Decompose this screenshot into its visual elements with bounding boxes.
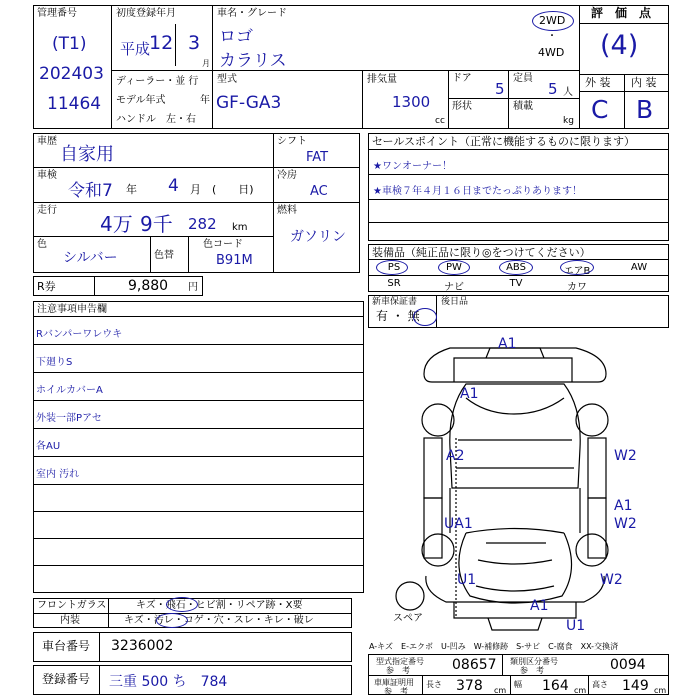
- first-reg-month-unit: 月: [202, 59, 210, 68]
- damage-front-left-fender: A1: [460, 386, 479, 402]
- height-unit: cm: [654, 686, 667, 695]
- recycle-label: R券: [37, 280, 56, 293]
- displacement-unit: cc: [435, 116, 445, 126]
- damage-legend: A-キズ E-エクボ U-凹み W-補修跡 S-サビ C-腐食 XX-交換済: [369, 642, 619, 651]
- door-value: 5: [495, 80, 505, 98]
- note-1: Rバンパーワレウキ: [36, 329, 123, 340]
- model-spec-label: 型式指定番号: [376, 657, 424, 666]
- mileage-unit: km: [232, 222, 248, 233]
- damage-left-rear-door: UA1: [444, 516, 473, 532]
- equipment-abs: ABS: [506, 262, 526, 273]
- mgmt-code: (T1): [52, 34, 87, 54]
- handle-label: ハンドル 左・右: [116, 114, 196, 125]
- damage-front-bumper: A1: [498, 336, 517, 352]
- chassis-value: 3236002: [111, 638, 174, 654]
- length-unit: cm: [494, 686, 507, 695]
- cert-ref: 参 考: [384, 687, 408, 696]
- load-unit: kg: [563, 116, 574, 126]
- damage-right-rear-door-a1: A1: [614, 498, 633, 514]
- class-label: 類別区分番号: [510, 657, 558, 666]
- drive-4wd: 4WD: [538, 46, 565, 59]
- model-year-unit: 年: [200, 95, 210, 106]
- warranty-value: 有 ・ 無: [376, 309, 420, 323]
- capacity-label: 定員: [513, 73, 533, 84]
- displacement-label: 排気量: [367, 74, 397, 85]
- note-4: 外装一部Pアセ: [36, 413, 102, 424]
- ps-circle: [376, 260, 408, 275]
- damage-left-rear-quarter: U1: [457, 572, 477, 588]
- note-3: ホイルカバーA: [36, 385, 103, 396]
- equipment-tv: TV: [509, 278, 523, 289]
- mgmt-number-2: 11464: [47, 94, 102, 114]
- length-value: 378: [456, 678, 483, 694]
- exterior-label: 外 装: [585, 76, 611, 89]
- length-label: 長さ: [426, 680, 442, 689]
- spare-label: スペア: [393, 613, 423, 624]
- capacity-value: 5: [548, 80, 558, 98]
- sales-point-1: ★ワンオーナー！: [373, 161, 452, 172]
- registration-value: 三重 500 ち 784: [109, 674, 228, 690]
- recycle-box: [33, 276, 203, 296]
- equipment-ps: PS: [387, 262, 401, 273]
- equipment-sr: SR: [387, 278, 401, 289]
- first-reg-month: 3: [188, 32, 201, 54]
- height-value: 149: [622, 678, 649, 694]
- fuel-value: ガソリン: [290, 229, 346, 245]
- pw-circle: [438, 260, 470, 275]
- mileage-thousand: 9千: [140, 212, 173, 236]
- grade-label: 評 価 点: [591, 6, 652, 20]
- inspection-era: 令和7: [68, 181, 113, 201]
- class-ref: 参 考: [520, 666, 544, 675]
- type-value: GF-GA3: [216, 93, 282, 113]
- name-grade-label: 車名・グレード: [217, 8, 287, 19]
- cert-label: 車庫証明用: [374, 678, 414, 687]
- displacement-value: 1300: [392, 93, 431, 111]
- color-label: 色: [37, 239, 47, 250]
- color-change-label: 色替: [154, 250, 174, 261]
- sales-point-2: ★車検７年４月１６日までたっぷりあります！: [373, 186, 582, 197]
- inspection-year-unit: 年: [126, 183, 137, 196]
- front-glass-text: キズ・飛石・ヒビ割・リペア跡・X要: [136, 600, 303, 611]
- car-model-name: カラリス: [219, 51, 287, 71]
- car-damage-diagram: [366, 328, 670, 638]
- interior-label: 内 装: [631, 76, 657, 89]
- drive-separator: ・: [547, 31, 557, 42]
- shape-label: 形状: [452, 101, 472, 112]
- header-frame: [33, 5, 669, 129]
- note-6: 室内 汚れ: [36, 469, 80, 480]
- airbag-circle: [560, 260, 594, 275]
- grade-value: (4): [600, 30, 639, 61]
- aircon-value: AC: [310, 184, 328, 199]
- notes-title: 注意事項申告欄: [37, 304, 107, 315]
- damage-right-rear-door-w2: W2: [614, 516, 637, 532]
- front-glass-label: フロントガラス: [37, 600, 107, 611]
- first-reg-era: 平成: [120, 40, 151, 58]
- color-code-value: B91M: [216, 253, 253, 268]
- recycle-unit: 円: [188, 282, 198, 293]
- width-value: 164: [542, 678, 569, 694]
- class-value: 0094: [610, 657, 646, 673]
- sales-points-title: セールスポイント（正常に機能するものに限ります）: [372, 135, 636, 148]
- first-reg-label: 初度登録年月: [116, 8, 176, 19]
- damage-rear-bumper: A1: [530, 598, 549, 614]
- mileage-label: 走行: [37, 205, 57, 216]
- color-code-label: 色コード: [203, 239, 243, 250]
- damage-left-front-door: A2: [446, 448, 465, 464]
- equipment-navi: ナビ: [444, 282, 464, 293]
- first-reg-year: 12: [149, 32, 174, 54]
- mileage-ten-thousand: 4万: [100, 212, 133, 236]
- stone-chip-circle: [166, 597, 198, 612]
- drive-2wd: 2WD: [539, 14, 566, 27]
- note-2: 下廻りS: [36, 357, 73, 368]
- equipment-airbag: エアB: [563, 266, 591, 277]
- mileage-rest: 282: [188, 215, 217, 233]
- car-maker: ロゴ: [219, 27, 253, 47]
- shift-value: FAT: [306, 150, 329, 165]
- recycle-value: 9,880: [128, 278, 169, 294]
- damage-rear-panel: U1: [566, 618, 586, 634]
- model-spec-value: 08657: [452, 657, 497, 673]
- height-label: 高さ: [592, 680, 608, 689]
- mgmt-label: 管理番号: [37, 8, 77, 19]
- model-spec-ref: 参 考: [386, 666, 410, 675]
- capacity-unit: 人: [563, 87, 573, 98]
- inspection-month: 4: [168, 176, 179, 196]
- width-unit: cm: [574, 686, 587, 695]
- stain-circle: [156, 613, 188, 628]
- mgmt-number-1: 202403: [39, 64, 104, 84]
- inspection-label: 車検: [37, 170, 57, 181]
- warranty-none-circle: [413, 308, 437, 326]
- exterior-value: C: [591, 95, 609, 124]
- equipment-pw: PW: [446, 262, 462, 273]
- warranty-label: 新車保証書: [372, 297, 418, 307]
- history-label: 車歴: [37, 136, 57, 147]
- model-year-label: モデル年式: [116, 95, 166, 106]
- equipment-title: 装備品（純正品に限り◎をつけてください）: [372, 246, 591, 259]
- type-label: 型式: [217, 74, 237, 85]
- interior-condition-text: キズ・汚レ・コゲ・穴・スレ・キレ・破レ: [124, 615, 314, 626]
- door-label: ドア: [452, 73, 472, 84]
- chassis-label: 車台番号: [42, 639, 91, 653]
- damage-right-front-door: W2: [614, 448, 637, 464]
- load-label: 積載: [513, 101, 533, 112]
- damage-right-rear-quarter: W2: [600, 572, 623, 588]
- shift-label: シフト: [277, 136, 307, 147]
- abs-circle: [499, 260, 533, 275]
- color-value: シルバー: [63, 250, 118, 266]
- delivery-label: 後日品: [441, 297, 469, 307]
- equipment-leather: カワ: [567, 282, 587, 293]
- equipment-aw: AW: [630, 262, 648, 273]
- interior-value: B: [636, 95, 654, 124]
- fuel-label: 燃料: [277, 205, 297, 216]
- width-label: 幅: [514, 680, 522, 689]
- interior-condition-label: 内装: [60, 615, 80, 626]
- inspection-month-unit: 月 ( 日): [190, 183, 254, 196]
- registration-label: 登録番号: [42, 672, 91, 686]
- history-value: 自家用: [60, 144, 114, 165]
- aircon-label: 冷房: [277, 170, 297, 181]
- note-5: 各AU: [36, 441, 61, 452]
- dealer-label: ディーラー・並 行: [116, 76, 199, 87]
